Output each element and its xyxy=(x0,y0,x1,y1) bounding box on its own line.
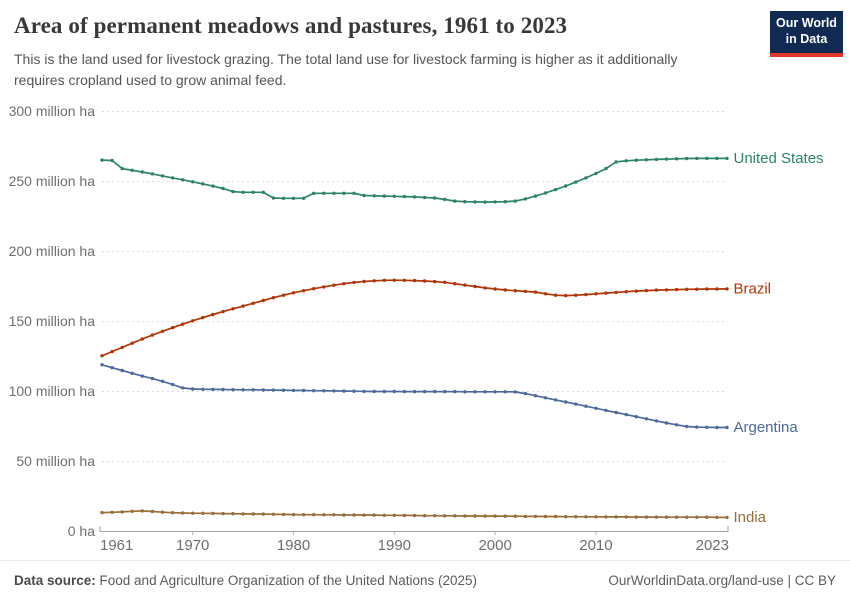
series-point-united-states xyxy=(685,157,688,160)
series-point-united-states xyxy=(262,191,265,194)
series-point-india xyxy=(584,515,587,518)
series-point-india xyxy=(685,516,688,519)
series-point-brazil xyxy=(322,285,325,288)
series-point-united-states xyxy=(493,200,496,203)
series-point-united-states xyxy=(725,157,728,160)
series-point-india xyxy=(272,513,275,516)
series-point-united-states xyxy=(625,159,628,162)
series-point-united-states xyxy=(604,167,607,170)
series-point-india xyxy=(574,515,577,518)
series-point-brazil xyxy=(110,350,113,353)
series-point-india xyxy=(524,515,527,518)
series-point-india xyxy=(463,514,466,517)
series-point-india xyxy=(373,513,376,516)
series-point-united-states xyxy=(362,194,365,197)
x-axis-tick-label: 2023 xyxy=(695,537,729,554)
series-point-argentina xyxy=(504,390,507,393)
series-point-india xyxy=(211,512,214,515)
series-point-argentina xyxy=(100,363,103,366)
series-point-brazil xyxy=(302,289,305,292)
x-axis-tick-label: 1990 xyxy=(377,537,412,554)
series-point-argentina xyxy=(342,389,345,392)
series-point-united-states xyxy=(121,167,124,170)
series-point-united-states xyxy=(544,191,547,194)
series-point-united-states xyxy=(715,157,718,160)
x-axis-tick-label: 1980 xyxy=(276,537,311,554)
series-point-argentina xyxy=(554,398,557,401)
series-point-india xyxy=(131,510,134,513)
series-point-argentina xyxy=(705,426,708,429)
series-point-argentina xyxy=(514,390,517,393)
series-point-india xyxy=(614,515,617,518)
series-point-united-states xyxy=(564,184,567,187)
series-point-india xyxy=(161,511,164,514)
series-point-brazil xyxy=(362,280,365,283)
series-point-united-states xyxy=(272,196,275,199)
series-point-united-states xyxy=(514,199,517,202)
series-point-argentina xyxy=(352,390,355,393)
series-point-argentina xyxy=(393,390,396,393)
series-point-united-states xyxy=(524,197,527,200)
series-point-brazil xyxy=(665,288,668,291)
series-point-united-states xyxy=(383,194,386,197)
series-point-argentina xyxy=(453,390,456,393)
series-point-argentina xyxy=(131,372,134,375)
series-point-brazil xyxy=(373,279,376,282)
series-point-argentina xyxy=(262,388,265,391)
series-point-brazil xyxy=(504,288,507,291)
series-line-brazil xyxy=(102,280,727,356)
series-point-argentina xyxy=(493,390,496,393)
series-point-united-states xyxy=(574,180,577,183)
series-point-india xyxy=(100,511,103,514)
series-point-united-states xyxy=(413,195,416,198)
series-point-brazil xyxy=(282,294,285,297)
series-point-india xyxy=(201,512,204,515)
series-point-argentina xyxy=(292,389,295,392)
series-point-argentina xyxy=(141,374,144,377)
series-point-argentina xyxy=(272,388,275,391)
chart-subtitle: This is the land used for livestock grazing. The total land use for livestock farming is higher as it additionally requires cropland used to grow animal feed. xyxy=(14,50,678,88)
series-point-india xyxy=(171,511,174,514)
series-point-united-states xyxy=(141,170,144,173)
series-point-united-states xyxy=(423,196,426,199)
data-source xyxy=(14,573,477,588)
series-point-united-states xyxy=(483,200,486,203)
series-point-argentina xyxy=(463,390,466,393)
series-point-argentina xyxy=(483,390,486,393)
series-point-india xyxy=(635,515,638,518)
series-point-brazil xyxy=(695,288,698,291)
series-point-brazil xyxy=(221,310,224,313)
series-point-united-states xyxy=(645,158,648,161)
series-point-united-states xyxy=(373,194,376,197)
series-point-argentina xyxy=(362,390,365,393)
series-point-brazil xyxy=(514,289,517,292)
series-point-united-states xyxy=(393,195,396,198)
x-axis-tick-label: 1970 xyxy=(176,537,210,554)
series-point-argentina xyxy=(715,426,718,429)
series-point-argentina xyxy=(211,388,214,391)
series-point-argentina xyxy=(604,409,607,412)
series-point-argentina xyxy=(584,405,587,408)
series-point-brazil xyxy=(181,323,184,326)
series-point-brazil xyxy=(171,326,174,329)
series-point-united-states xyxy=(201,182,204,185)
series-point-india xyxy=(594,515,597,518)
series-point-argentina xyxy=(423,390,426,393)
series-point-india xyxy=(413,514,416,517)
series-point-argentina xyxy=(201,388,204,391)
series-point-united-states xyxy=(584,176,587,179)
series-point-argentina xyxy=(524,392,527,395)
series-point-argentina xyxy=(332,389,335,392)
series-point-argentina xyxy=(110,366,113,369)
series-point-united-states xyxy=(635,159,638,162)
owid-logo-line2: in Data xyxy=(785,32,828,46)
series-point-argentina xyxy=(625,413,628,416)
series-point-argentina xyxy=(695,425,698,428)
series-point-united-states xyxy=(151,172,154,175)
y-axis-tick-label: 50 million ha xyxy=(16,453,95,469)
series-point-india xyxy=(393,514,396,517)
series-point-india xyxy=(604,515,607,518)
series-point-united-states xyxy=(473,200,476,203)
series-point-united-states xyxy=(332,192,335,195)
series-point-argentina xyxy=(241,388,244,391)
series-point-argentina xyxy=(725,426,728,429)
series-point-india xyxy=(141,509,144,512)
series-point-india xyxy=(110,511,113,514)
series-point-united-states xyxy=(171,176,174,179)
series-point-brazil xyxy=(483,286,486,289)
series-point-brazil xyxy=(332,284,335,287)
series-point-india xyxy=(504,515,507,518)
series-point-argentina xyxy=(473,390,476,393)
series-point-india xyxy=(332,513,335,516)
footer-separator: | xyxy=(783,573,795,588)
series-point-argentina xyxy=(685,425,688,428)
series-point-india xyxy=(665,516,668,519)
series-point-brazil xyxy=(161,330,164,333)
series-point-brazil xyxy=(211,313,214,316)
chart-footer xyxy=(0,560,850,600)
owid-url-link[interactable]: OurWorldinData.org/land-use xyxy=(608,573,784,588)
series-point-argentina xyxy=(433,390,436,393)
series-point-argentina xyxy=(191,387,194,390)
series-point-brazil xyxy=(685,288,688,291)
series-point-india xyxy=(352,513,355,516)
series-point-india xyxy=(625,515,628,518)
series-point-india xyxy=(403,514,406,517)
y-axis-tick-label: 300 million ha xyxy=(8,103,95,119)
series-point-argentina xyxy=(675,423,678,426)
series-point-united-states xyxy=(534,194,537,197)
series-point-india xyxy=(433,514,436,517)
series-point-brazil xyxy=(524,290,527,293)
series-point-brazil xyxy=(413,279,416,282)
series-point-brazil xyxy=(453,282,456,285)
series-point-india xyxy=(312,513,315,516)
series-point-india xyxy=(514,515,517,518)
series-point-brazil xyxy=(443,281,446,284)
series-point-argentina xyxy=(574,402,577,405)
series-point-argentina xyxy=(544,396,547,399)
series-point-india xyxy=(695,516,698,519)
series-point-argentina xyxy=(282,389,285,392)
series-point-united-states xyxy=(554,188,557,191)
series-label-argentina[interactable]: Argentina xyxy=(733,418,798,436)
series-point-brazil xyxy=(725,287,728,290)
data-source-label: Data source: xyxy=(14,573,96,588)
series-point-argentina xyxy=(252,388,255,391)
series-point-brazil xyxy=(100,354,103,357)
series-point-india xyxy=(483,514,486,517)
series-point-brazil xyxy=(423,279,426,282)
series-point-india xyxy=(181,511,184,514)
series-point-argentina xyxy=(322,389,325,392)
series-point-argentina xyxy=(151,377,154,380)
series-point-india xyxy=(191,512,194,515)
series-point-united-states xyxy=(292,197,295,200)
x-axis-tick-label: 2010 xyxy=(579,537,613,554)
series-point-brazil xyxy=(655,288,658,291)
series-point-united-states xyxy=(181,178,184,181)
series-point-india xyxy=(443,514,446,517)
series-point-united-states xyxy=(403,195,406,198)
series-point-india xyxy=(725,516,728,519)
series-point-india xyxy=(282,513,285,516)
series-point-brazil xyxy=(262,299,265,302)
series-point-united-states xyxy=(312,192,315,195)
series-point-united-states xyxy=(675,157,678,160)
series-point-india xyxy=(322,513,325,516)
series-point-united-states xyxy=(433,196,436,199)
series-point-united-states xyxy=(695,157,698,160)
series-point-united-states xyxy=(131,169,134,172)
y-axis-tick-label: 200 million ha xyxy=(8,243,95,259)
series-label-brazil[interactable]: Brazil xyxy=(733,280,772,298)
series-point-india xyxy=(715,516,718,519)
series-point-united-states xyxy=(665,157,668,160)
series-point-argentina xyxy=(635,415,638,418)
series-point-brazil xyxy=(151,333,154,336)
series-point-brazil xyxy=(393,279,396,282)
series-point-brazil xyxy=(715,287,718,290)
series-point-india xyxy=(231,512,234,515)
series-point-india xyxy=(675,516,678,519)
chart-header xyxy=(14,12,764,91)
series-point-india xyxy=(342,513,345,516)
series-point-united-states xyxy=(241,191,244,194)
x-axis-tick-label: 2000 xyxy=(478,537,512,554)
series-point-india xyxy=(221,512,224,515)
series-point-argentina xyxy=(171,383,174,386)
series-point-argentina xyxy=(221,388,224,391)
series-point-india xyxy=(534,515,537,518)
series-point-brazil xyxy=(614,291,617,294)
series-point-india xyxy=(544,515,547,518)
series-point-united-states xyxy=(504,200,507,203)
series-point-india xyxy=(705,516,708,519)
series-point-united-states xyxy=(110,159,113,162)
series-point-brazil xyxy=(604,291,607,294)
series-point-brazil xyxy=(675,288,678,291)
series-point-brazil xyxy=(312,287,315,290)
series-point-united-states xyxy=(594,172,597,175)
series-point-argentina xyxy=(594,407,597,410)
series-point-brazil xyxy=(554,294,557,297)
series-point-argentina xyxy=(443,390,446,393)
series-label-india[interactable]: India xyxy=(733,508,767,526)
series-point-united-states xyxy=(453,199,456,202)
series-point-brazil xyxy=(635,289,638,292)
series-point-brazil xyxy=(383,279,386,282)
series-point-united-states xyxy=(463,200,466,203)
series-point-united-states xyxy=(352,192,355,195)
series-point-india xyxy=(655,515,658,518)
series-point-brazil xyxy=(241,304,244,307)
series-point-argentina xyxy=(534,394,537,397)
series-point-brazil xyxy=(473,285,476,288)
series-point-brazil xyxy=(564,294,567,297)
series-point-india xyxy=(554,515,557,518)
series-point-argentina xyxy=(302,389,305,392)
series-point-united-states xyxy=(302,197,305,200)
series-point-argentina xyxy=(614,411,617,414)
series-point-india xyxy=(362,513,365,516)
y-axis-tick-label: 150 million ha xyxy=(8,313,95,329)
series-point-united-states xyxy=(443,198,446,201)
series-point-brazil xyxy=(201,316,204,319)
series-point-united-states xyxy=(252,191,255,194)
series-point-brazil xyxy=(121,346,124,349)
series-line-argentina xyxy=(102,365,727,428)
series-point-argentina xyxy=(121,369,124,372)
series-point-argentina xyxy=(231,388,234,391)
cc-by-label: CC BY xyxy=(794,573,836,588)
y-axis-tick-label: 0 ha xyxy=(67,523,95,539)
series-point-india xyxy=(252,512,255,515)
series-point-india xyxy=(564,515,567,518)
series-point-argentina xyxy=(161,380,164,383)
series-point-argentina xyxy=(312,389,315,392)
owid-logo[interactable] xyxy=(770,11,843,57)
series-point-india xyxy=(151,510,154,513)
series-point-argentina xyxy=(403,390,406,393)
series-point-brazil xyxy=(433,280,436,283)
series-point-argentina xyxy=(665,421,668,424)
series-point-united-states xyxy=(614,160,617,163)
series-point-brazil xyxy=(231,307,234,310)
series-point-united-states xyxy=(705,157,708,160)
series-point-india xyxy=(262,512,265,515)
page-title: Area of permanent meadows and pastures, 1961 to 2023 xyxy=(14,13,568,38)
series-point-india xyxy=(383,514,386,517)
series-point-argentina xyxy=(645,417,648,420)
series-point-brazil xyxy=(574,294,577,297)
series-point-united-states xyxy=(322,192,325,195)
series-point-united-states xyxy=(221,187,224,190)
series-point-argentina xyxy=(655,419,658,422)
series-point-brazil xyxy=(292,291,295,294)
series-point-united-states xyxy=(282,197,285,200)
series-point-united-states xyxy=(655,158,658,161)
series-point-india xyxy=(473,514,476,517)
series-point-brazil xyxy=(594,292,597,295)
series-point-india xyxy=(453,514,456,517)
series-point-brazil xyxy=(705,287,708,290)
series-point-brazil xyxy=(352,281,355,284)
series-point-brazil xyxy=(131,342,134,345)
series-point-united-states xyxy=(191,180,194,183)
owid-logo-line1: Our World xyxy=(776,16,837,30)
series-point-brazil xyxy=(493,287,496,290)
series-point-united-states xyxy=(161,174,164,177)
series-point-brazil xyxy=(191,319,194,322)
series-point-brazil xyxy=(403,279,406,282)
series-label-united-states[interactable]: United States xyxy=(733,149,824,167)
series-point-brazil xyxy=(625,290,628,293)
series-point-united-states xyxy=(211,184,214,187)
series-point-india xyxy=(292,513,295,516)
data-source-text: Food and Agriculture Organization of the United Nations (2025) xyxy=(95,573,478,588)
series-point-india xyxy=(645,515,648,518)
series-point-brazil xyxy=(584,293,587,296)
series-point-united-states xyxy=(342,192,345,195)
series-point-brazil xyxy=(463,283,466,286)
footer-license xyxy=(608,573,836,588)
y-axis-tick-label: 100 million ha xyxy=(8,383,95,399)
series-point-brazil xyxy=(252,302,255,305)
series-point-brazil xyxy=(534,290,537,293)
series-point-brazil xyxy=(272,296,275,299)
series-point-united-states xyxy=(231,190,234,193)
series-point-india xyxy=(121,510,124,513)
series-point-argentina xyxy=(564,400,567,403)
series-point-india xyxy=(302,513,305,516)
series-point-brazil xyxy=(645,289,648,292)
series-point-india xyxy=(423,514,426,517)
series-point-brazil xyxy=(544,292,547,295)
series-point-india xyxy=(493,514,496,517)
y-axis-tick-label: 250 million ha xyxy=(8,173,95,189)
series-point-argentina xyxy=(181,386,184,389)
series-point-brazil xyxy=(342,282,345,285)
series-point-united-states xyxy=(100,158,103,161)
series-point-argentina xyxy=(383,390,386,393)
series-point-india xyxy=(241,512,244,515)
x-axis-tick-label: 1961 xyxy=(100,537,134,554)
series-point-argentina xyxy=(373,390,376,393)
series-point-brazil xyxy=(141,337,144,340)
series-point-argentina xyxy=(413,390,416,393)
